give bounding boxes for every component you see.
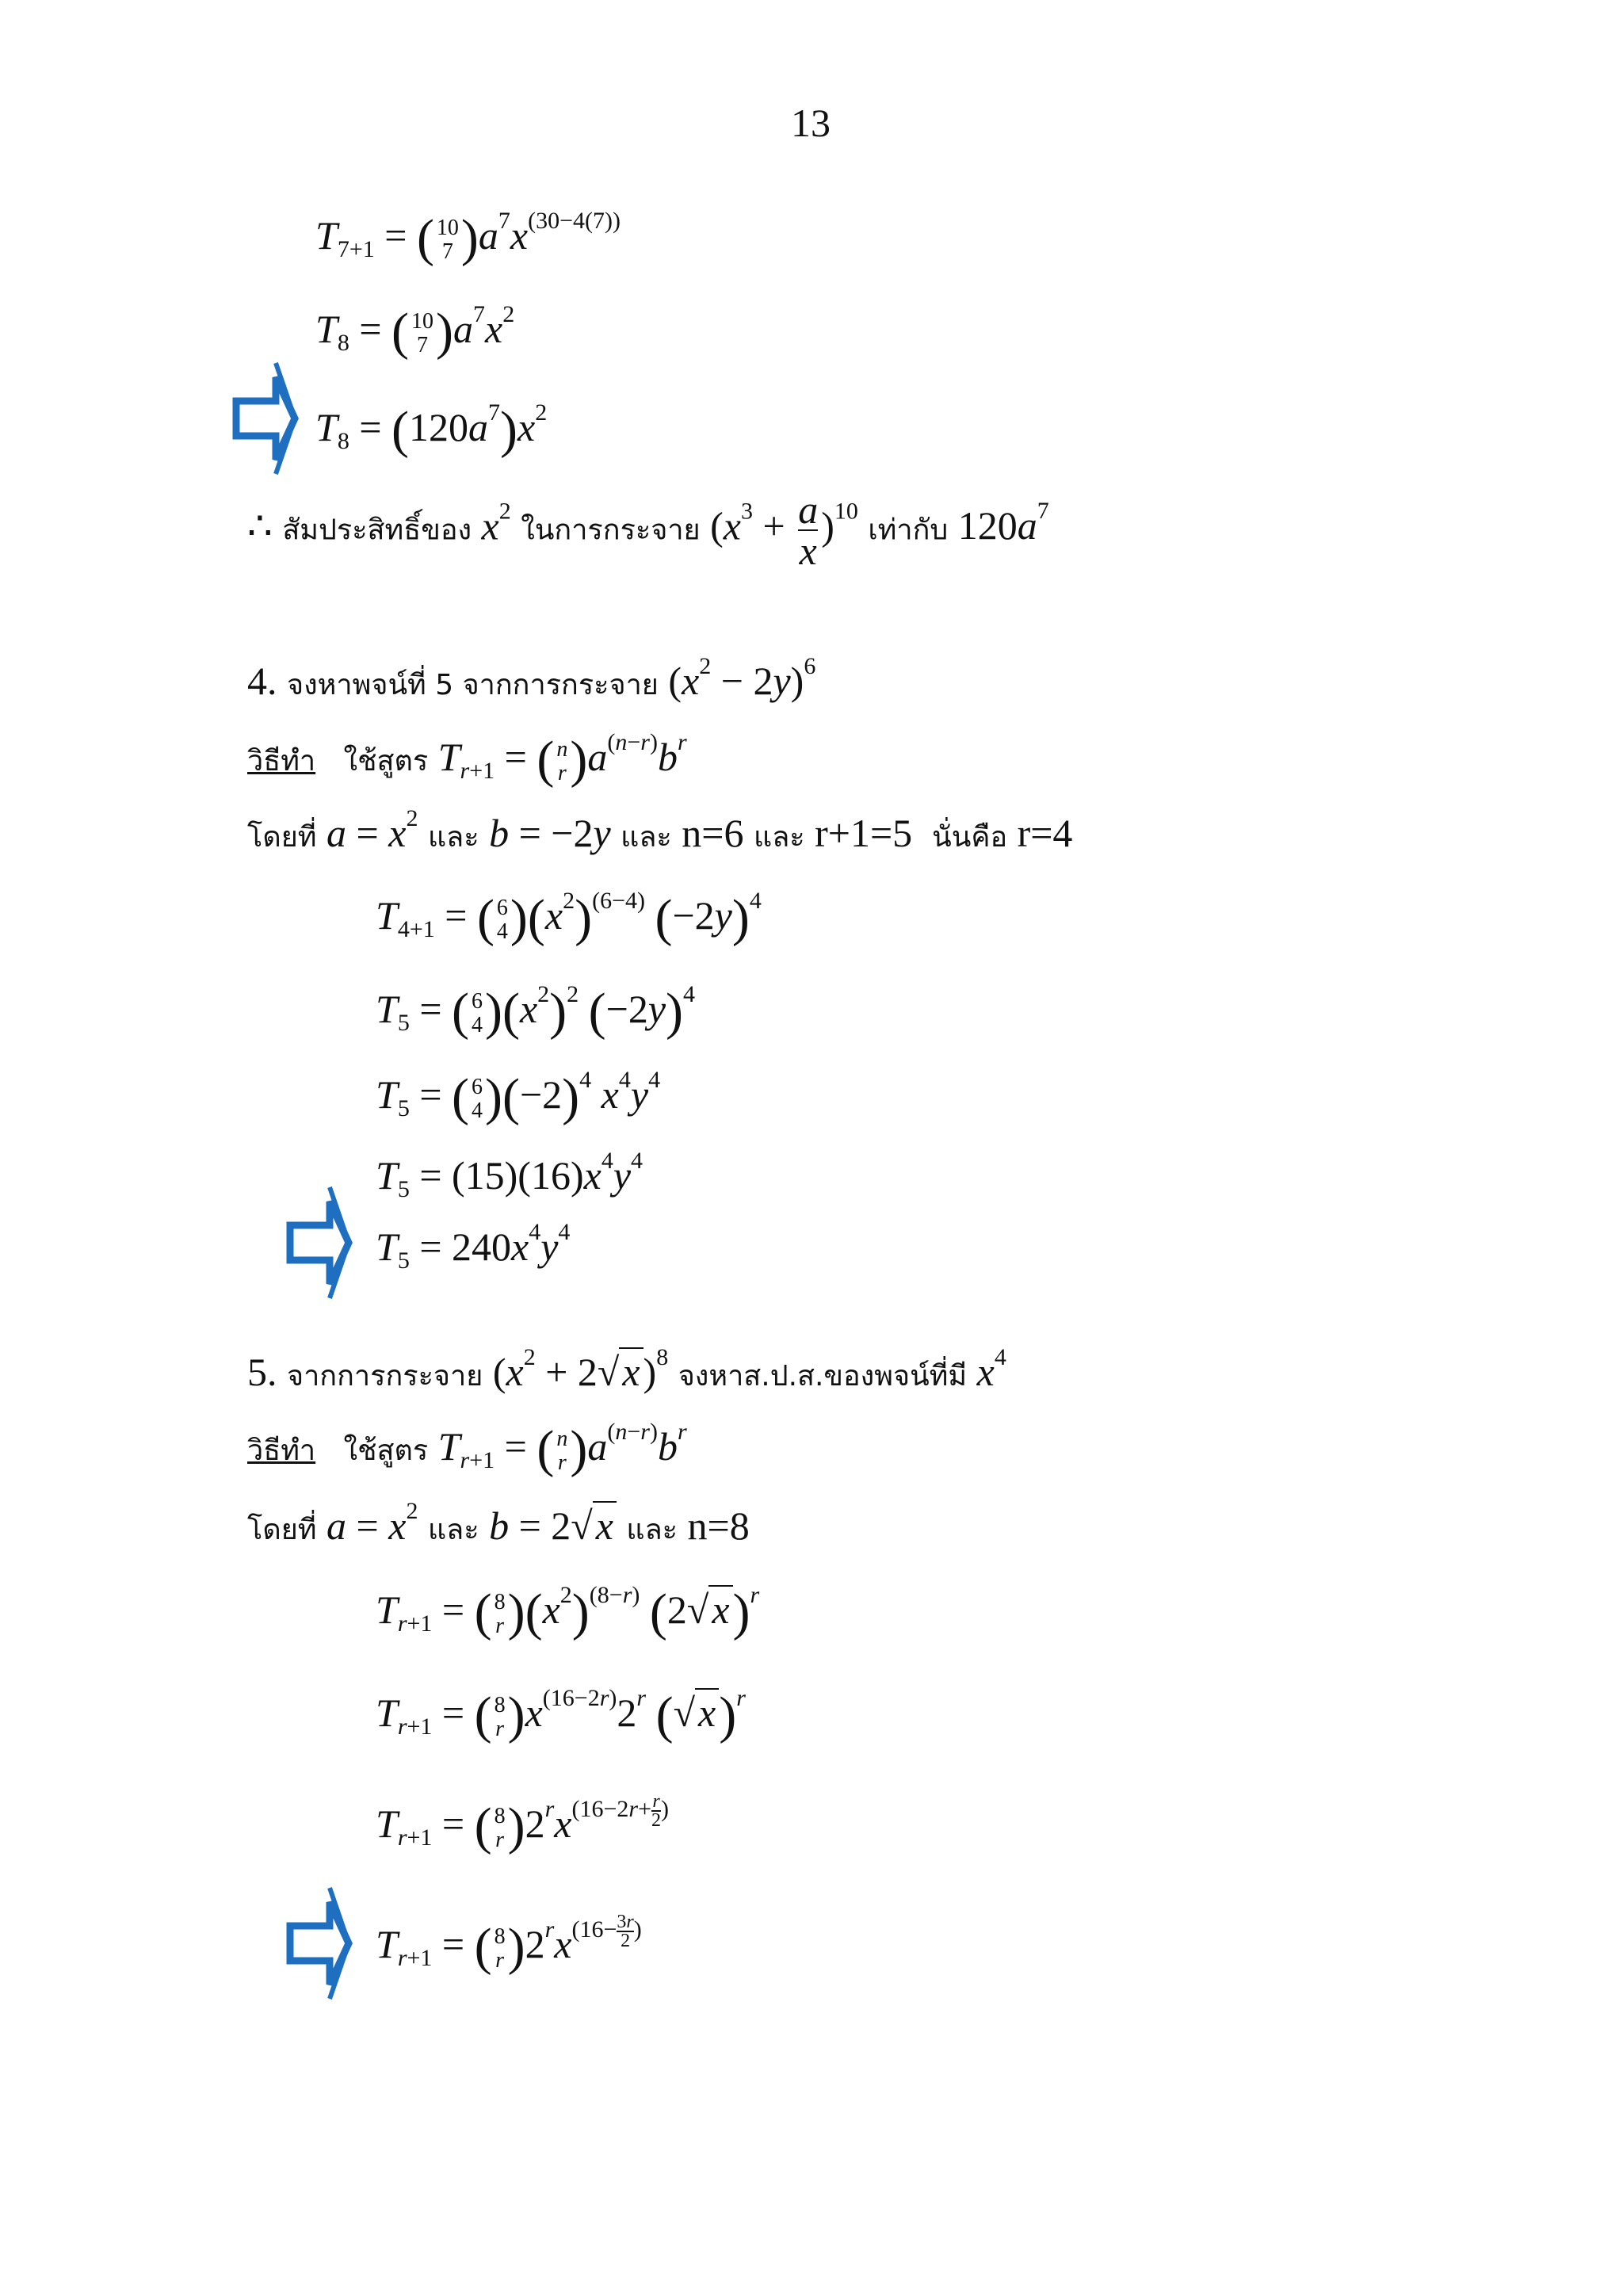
q5-step2: $T_{r+1}$ = ( 8 r )$x^{(16-2r)}2^r$ $(√x)^r$	[376, 1685, 746, 1744]
q4-step4: $T_5 = (15)(16)x^4y^4$	[376, 1148, 643, 1202]
conclusion-prefix: สัมประสิทธิ์ของ	[282, 514, 472, 547]
q4-method-text: ใช้สูตร	[343, 745, 429, 777]
eq-t7plus1: $T_{7+1}$ = ( 10 7 )$a^7x^{(30-4(7))}$	[315, 208, 621, 267]
q4-step3: $T_5$ = ( 6 4 )$(-2)^4$ $x^4y^4$	[376, 1067, 661, 1126]
eq-t8: $T_8$ = ( 10 7 )$a^7x^2$	[315, 301, 515, 361]
q4-method-label: วิธีทำ	[247, 745, 316, 777]
q4-text: จงหาพจน์ที่ 5 จากการกระจาย	[287, 669, 659, 701]
q5-text-before: จากการกระจาย	[287, 1360, 483, 1392]
q4-r-value: r=4	[1017, 811, 1073, 855]
q4-where: โดยที่ $a = x^2$ และ b = −2y และ n=6 และ r+1=5 นั่นคือ r=4	[247, 805, 1073, 855]
conclusion-suffix: เท่ากับ	[868, 514, 949, 547]
q5-step3: $T_{r+1}$ = ( 8 r )$2^rx^{(16-2r+ \frac{r}{2} )}$	[376, 1791, 670, 1855]
q4-step1: $T_{4+1}$ = ( 6 4 )$(x^2)^{(6-4)}$ $(-2y)^4$	[376, 888, 762, 947]
q4-where-label: โดยที่	[247, 821, 317, 854]
q5-method-text: ใช้สูตร	[343, 1435, 429, 1467]
q5-where: โดยที่ $a = x^2$ และ b = 2√x และ n=8	[247, 1498, 750, 1548]
q5-and-2: และ	[626, 1514, 678, 1546]
q5-where-label: โดยที่	[247, 1514, 317, 1546]
q4-step2: $T_5$ = ( 6 4 )$(x^2)^2$ $(-2y)^4$	[376, 981, 696, 1041]
q5-number: 5.	[247, 1350, 277, 1394]
q4-method: วิธีทำ ใช้สูตร $T_{r+1}$ = ( n r )$a^{(n-r)}b^r$	[247, 729, 687, 789]
conclusion-value: $120a^7$	[957, 498, 1049, 548]
q4-n-value: n=6	[682, 811, 744, 855]
q4-number: 4.	[247, 659, 277, 703]
q5-and-1: และ	[427, 1514, 479, 1546]
q4-r-relation: r+1=5	[815, 811, 913, 855]
q5-step1: $T_{r+1}$ = ( 8 r )$(x^2)^{(8-r)}$ $(2√x)^r$	[376, 1582, 760, 1641]
eq-t8-result: $T_8 = (120a^7)x^2$	[315, 399, 548, 459]
q5-text-after: จงหาส.ป.ส.ของพจน์ที่มี	[678, 1360, 968, 1392]
q4-and-3: และ	[753, 821, 805, 854]
q5-n-value: n=8	[687, 1503, 750, 1548]
q4-that-is: นั่นคือ	[932, 821, 1008, 854]
q4-result: $T_5 = 240x^4y^4$	[376, 1219, 571, 1274]
right-arrow-icon	[284, 1179, 355, 1306]
q5-method: วิธีทำ ใช้สูตร $T_{r+1}$ = ( n r )$a^{(n-r)}b^r$	[247, 1419, 687, 1478]
conclusion-mid: ในการกระจาย	[521, 514, 701, 547]
q5-result: $T_{r+1}$ = ( 8 r )$2^rx^{(16- \frac{3r}{2} )}$	[376, 1912, 642, 1976]
page-number: 13	[791, 101, 831, 145]
q4-and-1: และ	[427, 821, 479, 854]
q4-and-2: และ	[621, 821, 672, 854]
q5-heading: 5. จากการกระจาย $(x^2 + 2√x)^8$ จงหาส.ป.ส.ของพจน์ที่มี $x^4$	[247, 1344, 1006, 1394]
right-arrow-icon	[284, 1880, 355, 2007]
conclusion-line: ∴ สัมประสิทธิ์ของ $x^2$ ในการกระจาย ($x^3$ + $\frac{a}{x}$ )$^{10}$ เท่ากับ $120a^7$	[247, 487, 1049, 573]
q5-method-label: วิธีทำ	[247, 1435, 316, 1467]
right-arrow-icon	[230, 355, 301, 482]
q4-heading: 4. จงหาพจน์ที่ 5 จากการกระจาย $(x^2 - 2y)^6$	[247, 653, 816, 703]
